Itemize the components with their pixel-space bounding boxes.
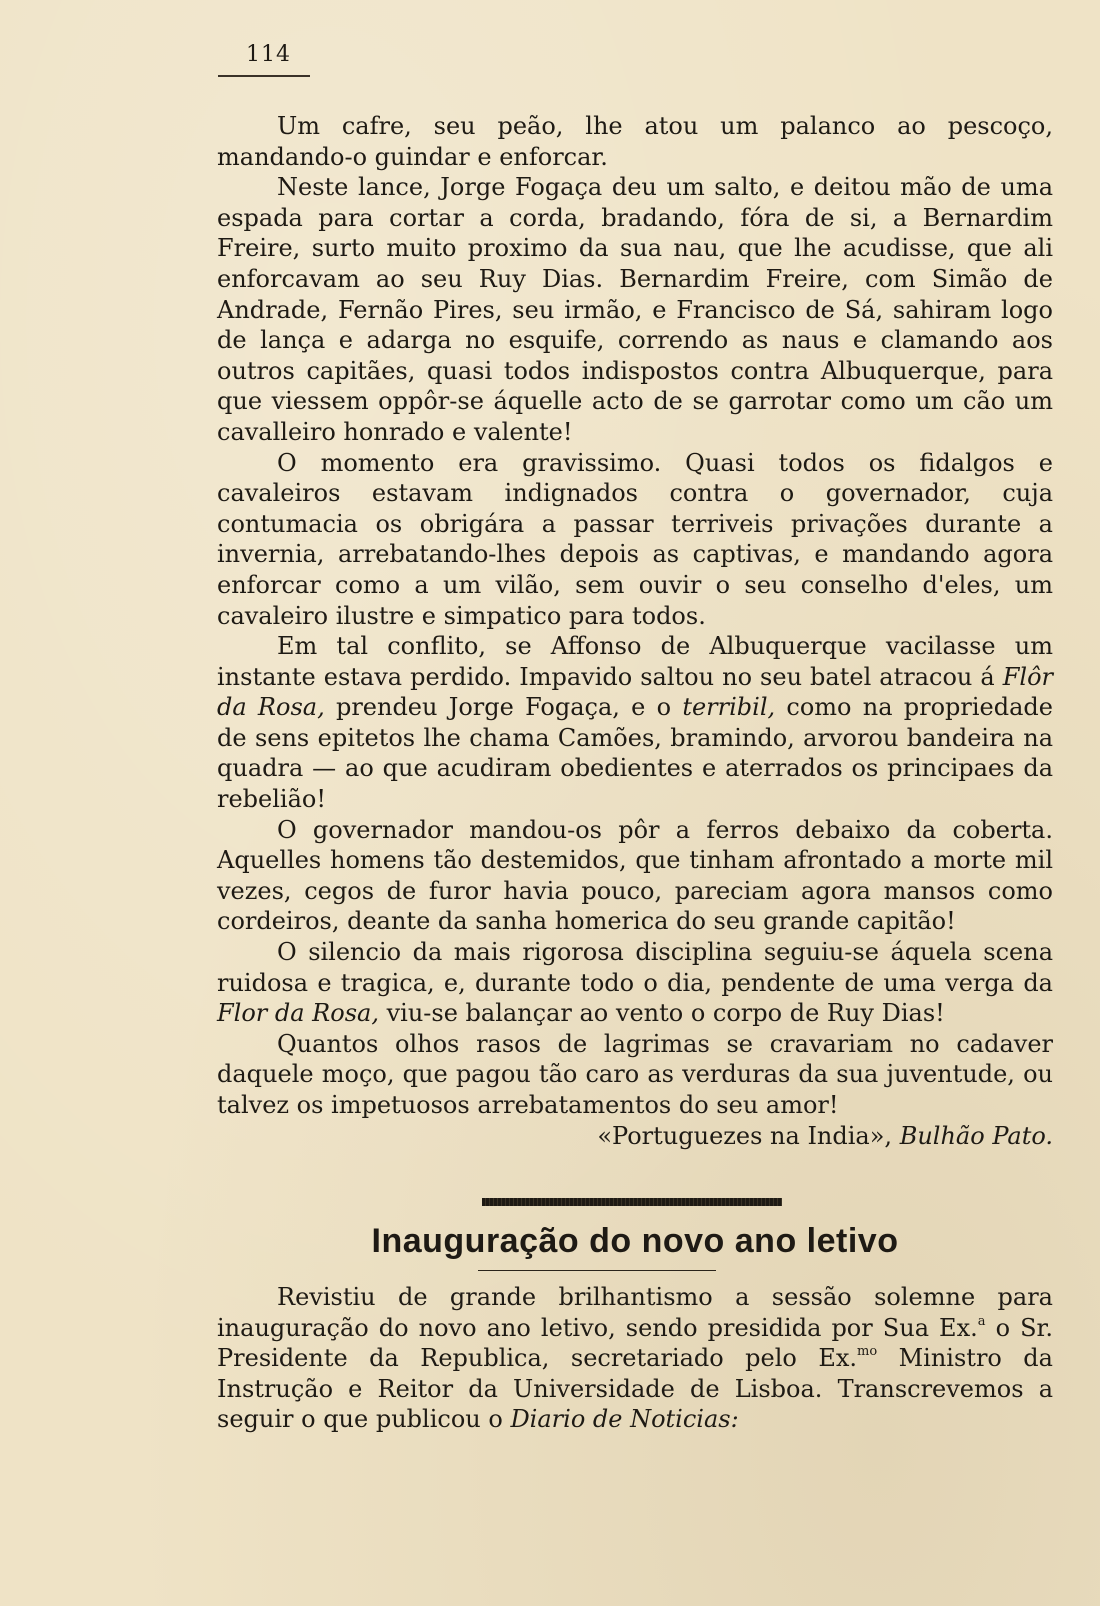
text-run: prendeu Jorge Fogaça, e o: [324, 693, 683, 722]
heading-rule: [478, 1270, 716, 1271]
paragraph: O momento era gravissimo. Quasi todos os fidalgos e cavaleiros estavam indignados contra o governador, cuja contumacia os obrigára a passar terriveis privações durante a invernia, arrebatando-lhes depois as captivas, e mandando agora enforcar como a um vilão, sem ouvir o seu conselho d'eles, um cavaleiro ilustre e simpatico para todos.: [217, 448, 1053, 630]
text-run: viu-se balançar ao vento o corpo de Ruy Dias!: [378, 999, 945, 1028]
epithet: terribil,: [682, 693, 776, 722]
section-body: [217, 1282, 1053, 1435]
paragraph: O governador mandou-os pôr a ferros debaixo da coberta. Aquelles homens tão destemidos, que tinham afrontado a morte mil vezes, cegos de furor havia pouco, pareciam agora mansos como cordeiros, deante da sanha homerica do seu grande capitão!: [217, 815, 1053, 936]
text-run: o Sr. Presidente da Republica, secretariado pelo Ex.: [217, 1313, 1053, 1373]
ship-name: Flor da Rosa,: [217, 999, 379, 1028]
text-run: Revistiu de grande brilhantismo a sessão solemne para inauguração do novo ano letivo, sendo presidida por Sua Ex.: [217, 1283, 1053, 1342]
section-separator: [482, 1198, 782, 1206]
paragraph: [217, 937, 1053, 1029]
text-run: Em tal conflito, se Affonso de Albuquerque vacilasse um instante estava perdido. Impavido saltou no seu batel atracou á: [217, 632, 1053, 691]
newspaper-name: Diario de Noticias:: [510, 1405, 739, 1434]
page-number-rule: [218, 75, 310, 77]
superscript: mo: [857, 1344, 878, 1360]
section-heading: Inauguração do novo ano letivo: [371, 1222, 899, 1260]
page-number: 114: [246, 42, 291, 67]
citation: [217, 1121, 1053, 1152]
paragraph: Um cafre, seu peão, lhe atou um palanco ao pescoço, mandando-o guindar e enforcar.: [217, 112, 1053, 171]
text-run: Ministro da Instrução e Reitor da Universidade de Lisboa. Transcrevemos a seguir o que publicou o: [217, 1344, 1053, 1434]
text-run: O silencio da mais rigorosa disciplina seguiu-se áquela scena ruidosa e tragica, e, durante todo o dia, pendente de uma verga da: [217, 938, 1053, 997]
paragraph: [217, 631, 1053, 815]
article-body: [217, 111, 1053, 1151]
citation-source: «Portuguezes na India»,: [597, 1121, 893, 1150]
superscript: a: [977, 1313, 986, 1329]
paragraph: Neste lance, Jorge Fogaça deu um salto, e deitou mão de uma espada para cortar a corda, bradando, fóra de si, a Bernardim Freire, surto muito proximo da sua nau, que lhe acudisse, que ali enforcavam ao seu Ruy Dias. Bernardim Freire, com Simão de Andrade, Fernão Pires, seu irmão, e Francisco de Sá, sahiram logo de lança e adarga no esquife, correndo as naus e clamando aos outros capitães, quasi todos indispostos contra Albuquerque, para que viessem oppôr-se áquelle acto de se garrotar como um cão um cavalleiro honrado e valente!: [217, 173, 1053, 446]
citation-author: Bulhão Pato.: [899, 1121, 1053, 1150]
text-run: como na propriedade de sens epitetos lhe chama Camões, bramindo, arvorou bandeira na quadra — ao que acudiram obedientes e aterrados os principaes da rebelião!: [217, 693, 1053, 814]
ship-name: Flôr da Rosa,: [217, 662, 1053, 722]
paragraph: Quantos olhos rasos de lagrimas se cravariam no cadaver daquele moço, que pagou tão caro as verduras da sua juventude, ou talvez os impetuosos arrebatamentos do seu amor!: [217, 1029, 1053, 1119]
paragraph: [217, 1282, 1053, 1435]
